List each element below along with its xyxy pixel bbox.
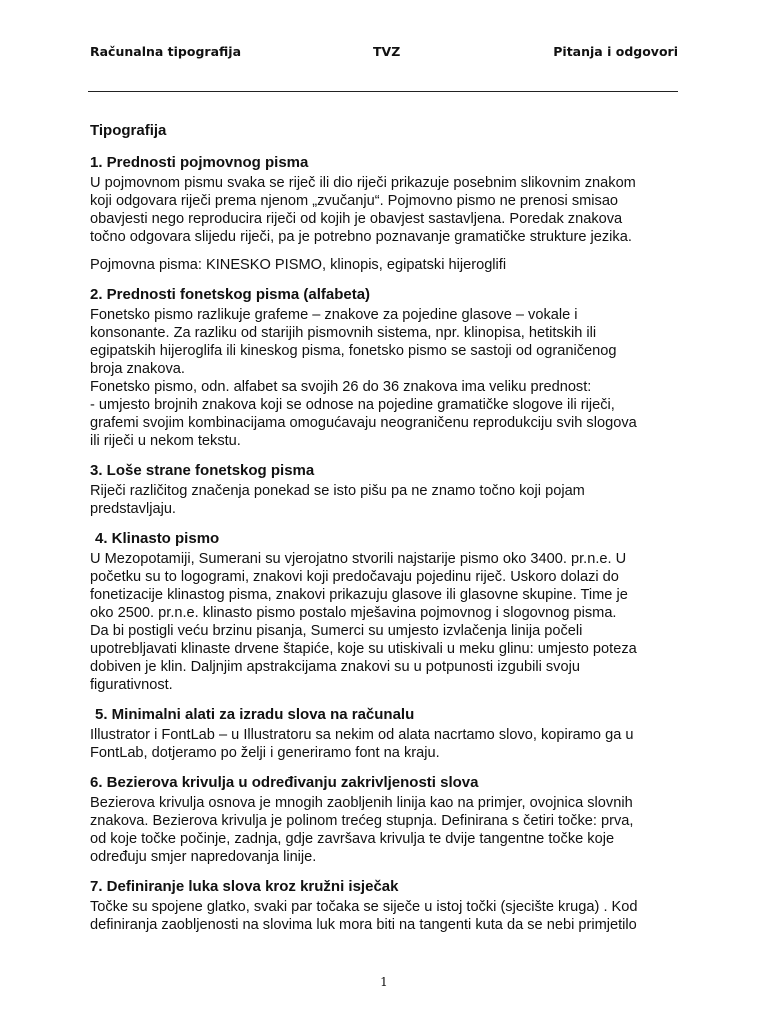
section-4 (90, 530, 680, 694)
section-paragraph (90, 726, 680, 762)
section-paragraph (90, 256, 680, 274)
section-paragraph (90, 174, 680, 246)
section-title: 2. Prednosti fonetskog pisma (alfabeta) (90, 286, 371, 303)
section-paragraph (90, 482, 680, 518)
text-line: Da bi postigli veću brzinu pisanja, Sumerci su umjesto izvlačenja linija počeli (90, 623, 583, 639)
text-line: Fonetsko pismo razlikuje grafeme – znakove za pojedine glasove – vokale i (90, 307, 578, 323)
text-line: broja znakova. (90, 361, 185, 377)
section-7 (90, 878, 680, 934)
section-6 (90, 774, 680, 866)
text-line: Riječi različitog značenja ponekad se isto pišu pa ne znamo točno koji pojam (90, 483, 585, 499)
text-line: upotrebljavati klinaste drvene štapiće, koje su utiskivali u meku glinu: umjesto poteza (90, 641, 637, 657)
text-line: egipatskih hijeroglifa ili kineskog pisma, fonetsko pismo se sastoji od ograničenog (90, 343, 617, 359)
text-line: znakova. Bezierova krivulja je polinom trećeg stupnja. Definirana s četiri točke: prva, (90, 813, 634, 829)
text-line: FontLab, dotjeramo po želji i generiramo font na kraju. (90, 745, 440, 761)
text-line: Pojmovna pisma: KINESKO PISMO, klinopis, egipatski hijeroglifi (90, 257, 507, 273)
text-line: grafemi svojim kombinacijama omogućavaju neograničenu reprodukciju svih slogova (90, 415, 637, 431)
page-number: 1 (380, 975, 388, 989)
section-5 (90, 706, 680, 762)
text-line: predstavljaju. (90, 501, 176, 517)
text-line: definiranja zaobljenosti na slovima luk mora biti na tangenti kuta da se nebi primjetilo (90, 917, 637, 933)
section-title: 6. Bezierova krivulja u određivanju zakrivljenosti slova (90, 774, 479, 791)
section-title: 4. Klinasto pismo (95, 530, 220, 547)
sections-container (90, 154, 680, 934)
section-paragraph (90, 550, 680, 694)
header-doc-type: Pitanja i odgovori (553, 44, 678, 59)
text-line: Fonetsko pismo, odn. alfabet sa svojih 26 do 36 znakova ima veliku prednost: (90, 379, 592, 395)
text-line: određuju smjer napredovanja linije. (90, 849, 317, 865)
text-line: fonetizacije klinastog pisma, znakovi prikazuju glasove ili glasovne skupine. Time je (90, 587, 628, 603)
section-3 (90, 462, 680, 518)
section-title: 5. Minimalni alati za izradu slova na računalu (95, 706, 415, 723)
page-header (90, 44, 678, 64)
text-line: od koje točke počinje, zadnja, gdje završava krivulja te dvije tangentne točke koje (90, 831, 615, 847)
text-line: Illustrator i FontLab – u Illustratoru sa nekim od alata nacrtamo slovo, kopiramo ga u (90, 727, 634, 743)
text-line: Točke su spojene glatko, svaki par točaka se siječe u istoj točki (sjecište kruga) . Kod (90, 899, 638, 915)
header-course-title: Računalna tipografija (90, 44, 242, 59)
header-institution: TVZ (373, 44, 401, 59)
text-line: obavjesti nego reproducira riječi od kojih je obavjest sastavljena. Poredak znakova (90, 211, 623, 227)
text-line: - umjesto brojnih znakova koji se odnose na pojedine gramatičke slogove ili riječi, (90, 397, 615, 413)
text-line: oko 2500. pr.n.e. klinasto pismo postalo mješavina pojmovnog i slogovnog pisma. (90, 605, 617, 621)
section-paragraph (90, 898, 680, 934)
text-line: dobiven je klin. Daljnjim apstrakcijama znakovi su u potpunosti izgubili svoju (90, 659, 580, 675)
section-title: 3. Loše strane fonetskog pisma (90, 462, 315, 479)
section-paragraph (90, 306, 680, 450)
section-title: 1. Prednosti pojmovnog pisma (90, 154, 309, 171)
text-line: U pojmovnom pismu svaka se riječ ili dio riječi prikazuje posebnim slikovnim znakom (90, 175, 636, 191)
section-title: 7. Definiranje luka slova kroz kružni isječak (90, 878, 399, 895)
text-line: U Mezopotamiji, Sumerani su vjerojatno stvorili najstarije pismo oko 3400. pr.n.e. U (90, 551, 627, 567)
document-body (90, 122, 680, 946)
section-paragraph (90, 794, 680, 866)
text-line: ili riječi u nekom tekstu. (90, 433, 241, 449)
text-line: točno odgovara slijedu riječi, pa je potrebno poznavanje gramatičke strukture jezika. (90, 229, 632, 245)
text-line: figurativnost. (90, 677, 173, 693)
text-line: Bezierova krivulja osnova je mnogih zaobljenih linija kao na primjer, ovojnica slovnih (90, 795, 633, 811)
text-line: konsonante. Za razliku od starijih pismovnih sistema, npr. klinopisa, hetitskih ili (90, 325, 597, 341)
text-line: koji odgovara riječi prema njenom „zvučanju“. Pojmovno pismo ne prenosi smisao (90, 193, 619, 209)
section-2 (90, 286, 680, 450)
section-1 (90, 154, 680, 274)
document-title: Tipografija (90, 122, 167, 139)
header-divider (88, 91, 678, 92)
text-line: početku su to logogrami, znakovi koji predočavaju pojedinu riječ. Uskoro dolazi do (90, 569, 619, 585)
